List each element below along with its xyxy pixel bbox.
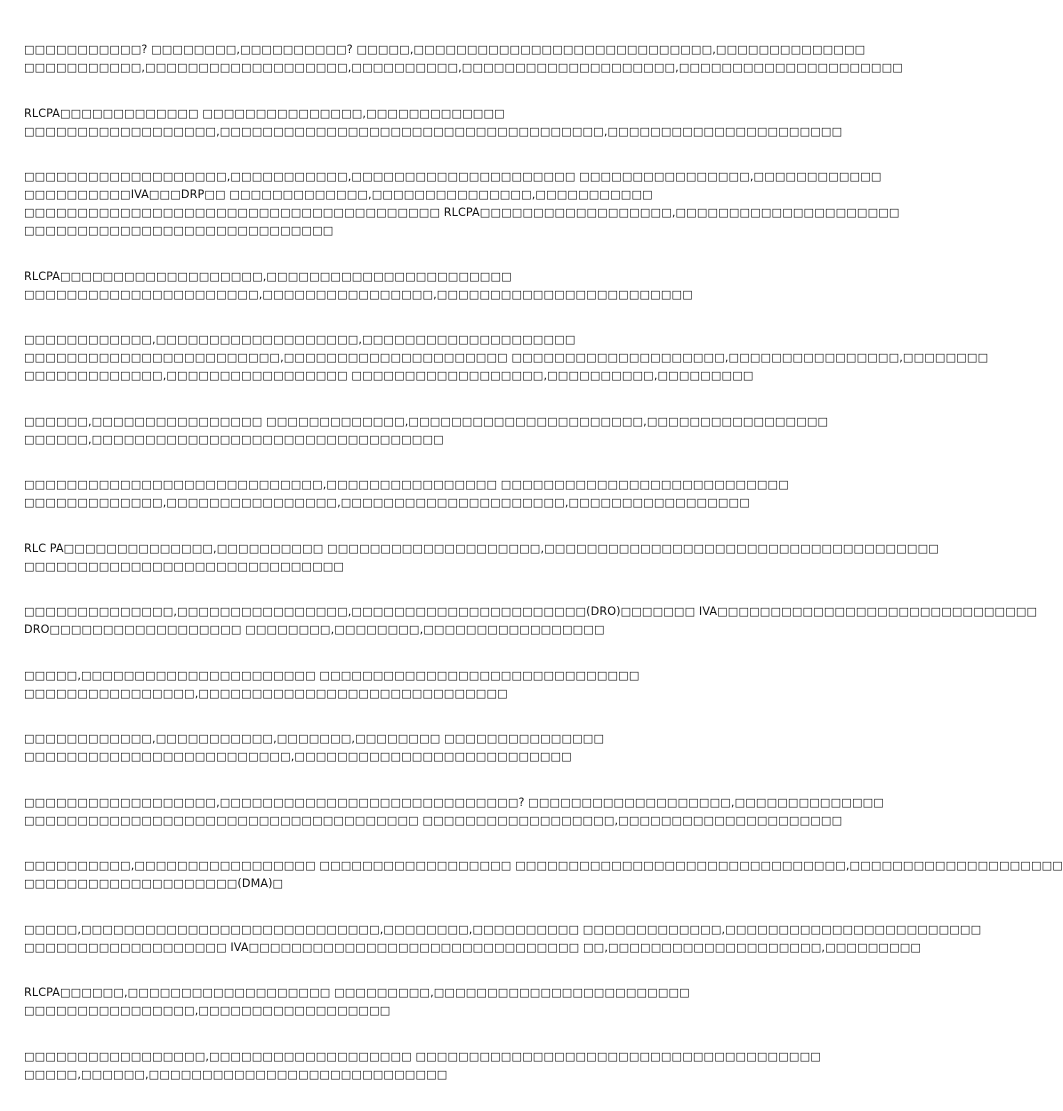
text-line: □□□□□□□□□□□□□□□□□□□,□□□□□□□□□□□,□□□□□□□□□□□□□□□□□□□□□ □□□□□□□□□□□□□□□□,□□□□□□□□□□□□ <box>24 170 882 183</box>
text-line: □□□□□,□□□□□□□□□□□□□□□□□□□□□□ □□□□□□□□□□□□□□□□□□□□□□□□□□□□□□ <box>24 668 640 682</box>
text-line: □□□□□□□□□□□□□□,□□□□□□□□□□□□□□□□,□□□□□□□□□□□□□□□□□□□□□□(DRO)□□□□□□□ IVA□□□□□□□□□□□□□□□□□□□□□□□□□□□□□□ <box>24 605 1038 618</box>
paragraph <box>24 413 829 449</box>
text-line: □□□□□□□□□□□□□□□□□□□□□□□□□□□□□□ <box>24 559 345 573</box>
paragraph <box>24 41 903 77</box>
text-line: RLC PA□□□□□□□□□□□□□□,□□□□□□□□□□ □□□□□□□□□□□□□□□□□□□□,□□□□□□□□□□□□□□□□□□□□□□□□□□□□□□□□□□□□□ <box>24 541 939 555</box>
paragraph <box>24 1048 821 1084</box>
text-line: □□□□□□□□□□□□□□□□,□□□□□□□□□□□□□□□□□□□□□□□□□□□□□ <box>24 686 508 700</box>
paragraph <box>24 105 843 141</box>
paragraph <box>24 540 939 576</box>
text-line: □□□□□□□□□□□□□□□□□□□□□□□□,□□□□□□□□□□□□□□□□□□□□□ □□□□□□□□□□□□□□□□□□□□,□□□□□□□□□□□□□□□□,□□□□□□□□ <box>24 351 989 364</box>
text-line: □□□□□□□□□□□□□□□□□□□□□□□□□□□□□□□□□□□□□ □□□□□□□□□□□□□□□□□□,□□□□□□□□□□□□□□□□□□□□□ <box>24 813 843 827</box>
text-line: □□□□□□□□□□□□,□□□□□□□□□□□□□□□□□□□,□□□□□□□□□□□□□□□□□□□□ <box>24 333 576 346</box>
text-line: □□□□□□,□□□□□□□□□□□□□□□□ □□□□□□□□□□□□□,□□□□□□□□□□□□□□□□□□□□□□,□□□□□□□□□□□□□□□□□ <box>24 414 829 428</box>
text-line: □□□□□□□□□□□□□□□□□□□□(DMA)□ <box>24 877 284 890</box>
paragraph <box>24 794 884 830</box>
paragraph <box>24 603 1038 639</box>
text-line: □□□□□□□□□□□□□,□□□□□□□□□□□□□□□□□ □□□□□□□□□□□□□□□□□□,□□□□□□□□□□,□□□□□□□□□ <box>24 369 754 382</box>
paragraph <box>24 730 704 766</box>
text-line: RLCPA□□□□□□□□□□□□□□□□□□□,□□□□□□□□□□□□□□□□□□□□□□□ <box>24 269 512 283</box>
text-line: □□□□□□□□□□□□□□□□□,□□□□□□□□□□□□□□□□□□□ □□□□□□□□□□□□□□□□□□□□□□□□□□□□□□□□□□□□□□ <box>24 1049 821 1063</box>
paragraph <box>24 476 789 512</box>
paragraph <box>24 857 1063 893</box>
paragraph <box>24 984 704 1020</box>
text-line: □□□□□□□□□□□□□□□□,□□□□□□□□□□□□□□□□□□ <box>24 1004 391 1017</box>
text-line: □□□□□□□□□□□□□□□□□□□□□□□□□□□□□ <box>24 224 334 237</box>
paragraph <box>24 667 704 703</box>
text-line: □□□□□□□□□□□□□,□□□□□□□□□□□□□□□□,□□□□□□□□□□□□□□□□□□□□□,□□□□□□□□□□□□□□□□□ <box>24 496 750 509</box>
text-line: RLCPA□□□□□□,□□□□□□□□□□□□□□□□□□□ □□□□□□□□□,□□□□□□□□□□□□□□□□□□□□□□□□ <box>24 986 690 999</box>
text-line: □□□□□,□□□□□□,□□□□□□□□□□□□□□□□□□□□□□□□□□□□ <box>24 1067 448 1081</box>
text-line: □□□□□□□□□□IVA□□□DRP□□ □□□□□□□□□□□□□,□□□□□□□□□□□□□□□,□□□□□□□□□□□ <box>24 188 653 201</box>
text-line: □□□□□□□□□□□□□□□□□□□□□□□□□□□□□□□□□□□□□□□ RLCPA□□□□□□□□□□□□□□□□□□,□□□□□□□□□□□□□□□□□□□□□ <box>24 206 900 219</box>
text-line: □□□□□□□□□□□□□□□□□□□□□□,□□□□□□□□□□□□□□□□,□□□□□□□□□□□□□□□□□□□□□□□□ <box>24 287 693 301</box>
text-line: □□□□□□□□□□□□□□□□□□□□□□□□□,□□□□□□□□□□□□□□□□□□□□□□□□□□ <box>24 750 572 763</box>
text-line: □□□□□,□□□□□□□□□□□□□□□□□□□□□□□□□□□□,□□□□□□□□,□□□□□□□□□□ □□□□□□□□□□□□□,□□□□□□□□□□□□□□□□□□□□□□□□ <box>24 922 982 936</box>
text-line: □□□□□□,□□□□□□□□□□□□□□□□□□□□□□□□□□□□□□□□□ <box>24 432 444 446</box>
text-line: □□□□□□□□□□□□□□□□□□□□□□□□□□□□,□□□□□□□□□□□□□□□□ □□□□□□□□□□□□□□□□□□□□□□□□□□□ <box>24 478 789 491</box>
text-line: DRO□□□□□□□□□□□□□□□□□□ □□□□□□□□,□□□□□□□□,□□□□□□□□□□□□□□□□□ <box>24 623 605 636</box>
text-line: □□□□□□□□□□□□□□□□□□,□□□□□□□□□□□□□□□□□□□□□□□□□□□□□□□□□□□□,□□□□□□□□□□□□□□□□□□□□□□ <box>24 124 843 138</box>
paragraph <box>24 921 982 957</box>
text-line: □□□□□□□□□□,□□□□□□□□□□□□□□□□□ □□□□□□□□□□□□□□□□□□ □□□□□□□□□□□□□□□□□□□□□□□□□□□□□□□,□□□□□□□□□□□□□□□□□□□□ <box>24 859 1063 872</box>
text-line: □□□□□□□□□□□□□□□□□□□ IVA□□□□□□□□□□□□□□□□□□□□□□□□□□□□□□□ □□,□□□□□□□□□□□□□□□□□□□□,□□□□□□□□□ <box>24 940 922 954</box>
document-body <box>24 41 1063 1111</box>
text-line: □□□□□□□□□□□□□□□□□□,□□□□□□□□□□□□□□□□□□□□□□□□□□□□? □□□□□□□□□□□□□□□□□□□,□□□□□□□□□□□□□□ <box>24 795 884 809</box>
text-line: □□□□□□□□□□□,□□□□□□□□□□□□□□□□□□□,□□□□□□□□□□,□□□□□□□□□□□□□□□□□□□□,□□□□□□□□□□□□□□□□□□□□□ <box>24 61 903 74</box>
text-line: □□□□□□□□□□□? □□□□□□□□,□□□□□□□□□□? □□□□□,□□□□□□□□□□□□□□□□□□□□□□□□□□□□,□□□□□□□□□□□□□□ <box>24 43 866 56</box>
text-line: □□□□□□□□□□□□,□□□□□□□□□□□,□□□□□□□,□□□□□□□□ □□□□□□□□□□□□□□□ <box>24 732 605 745</box>
paragraph <box>24 168 900 240</box>
paragraph <box>24 268 704 304</box>
paragraph <box>24 331 989 385</box>
text-line: RLCPA□□□□□□□□□□□□□ □□□□□□□□□□□□□□□,□□□□□□□□□□□□□ <box>24 106 505 120</box>
